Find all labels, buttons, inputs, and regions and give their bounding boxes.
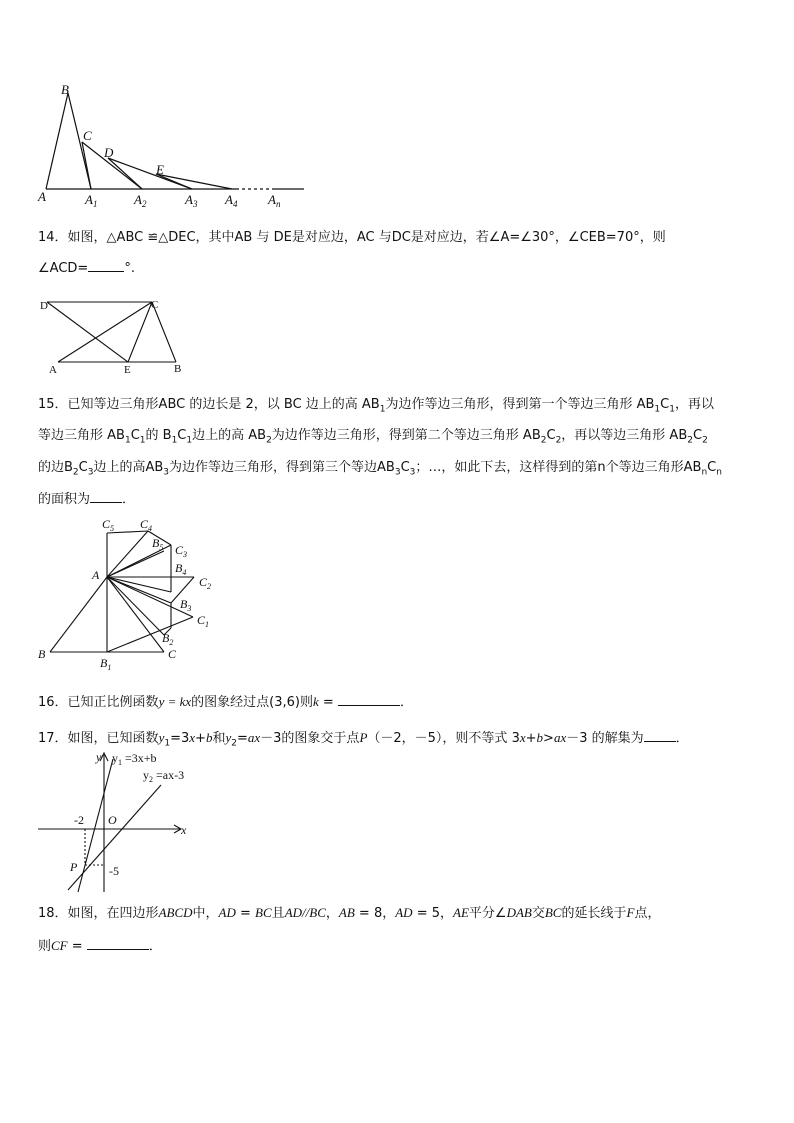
label-An: $A_n$	[268, 192, 281, 209]
label-B: B	[38, 647, 46, 661]
q15-line4: 的面积为 ．	[38, 489, 768, 509]
label-C5: $C_5$	[102, 517, 115, 533]
label-C1: $C_1$	[197, 613, 210, 629]
answer-blank-15[interactable]	[90, 489, 122, 503]
q16-line: 16．已知正比例函数y = kx的图象经过点(3,6)则k = ．	[38, 694, 413, 710]
answer-blank-16[interactable]	[338, 692, 400, 706]
q18-line2: 则CF = ．	[38, 938, 162, 954]
figure-congruent-triangles	[38, 293, 198, 378]
tick-neg2: -2	[74, 813, 84, 827]
label-D: D	[40, 300, 48, 312]
label-C4: $C_4$	[140, 517, 153, 533]
label-E: E	[156, 162, 164, 177]
answer-blank-18[interactable]	[87, 936, 149, 950]
label-B4: $B_4$	[175, 561, 187, 577]
label-B1: $B_1$	[100, 656, 112, 672]
label-A1: $A_1$	[85, 192, 98, 209]
label-B2: $B_2$	[162, 631, 174, 647]
point-P-label: P	[70, 860, 78, 874]
label-D: D	[104, 145, 114, 160]
q15-line2: 等边三角形 $AB_1C_1$的 $B_1C_1$边上的高 $AB_2$为边作等边三角形，得到第二个等边三角形 $AB_2C_2$，再以等边三角形 $AB_2C_2$	[38, 428, 708, 446]
origin-label: O	[108, 813, 117, 827]
figure-sequence-triangles	[30, 78, 320, 213]
q18-line1: 18．如图，在四边形ABCD中，AD = BC且AD//BC，AB = 8，AD = 5，AE平分∠DAB交BC的延长线于F点，	[38, 905, 661, 921]
q14-number: 14．	[38, 230, 68, 245]
q14-text: 如图，△ABC ≌△DEC，其中AB 与 DE是对应边，AC 与DC是对应边，若∠A=∠30°，∠CEB=70°，则	[67, 230, 666, 245]
tick-neg5: -5	[109, 864, 119, 878]
label-C: C	[168, 647, 177, 661]
axis-y-label: y	[96, 750, 102, 764]
figure-nested-equilateral-triangles	[30, 515, 230, 675]
q15-line3: 的边$B_2C_3$边上的高$AB_3$为边作等边三角形，得到第三个等边$AB_3C_3$；…，如此下去，这样得到的第n个等边三角形$AB_nC_n$	[38, 460, 722, 478]
line1-label: $y_1 =3x+b$	[112, 751, 157, 767]
q15-line1: 15．已知等边三角形ABC 的边长是 2，以 BC 边上的高 $AB_1$为边作等边三角形，得到第一个等边三角形 $AB_1C_1$，再以	[38, 397, 714, 415]
answer-blank-14[interactable]	[88, 258, 124, 272]
label-A4: $A_4$	[225, 192, 238, 209]
q14-line2: ∠ACD= °.	[38, 258, 768, 278]
label-C2: $C_2$	[199, 575, 212, 591]
axis-x-label: x	[181, 823, 187, 837]
label-A: A	[92, 568, 100, 582]
q14-line1	[38, 229, 768, 247]
label-A: A	[49, 364, 57, 376]
label-E: E	[124, 364, 131, 376]
label-C: C	[151, 299, 159, 311]
label-A2: $A_2$	[134, 192, 147, 209]
answer-blank-17[interactable]	[644, 728, 676, 742]
label-B5: $B_5$	[152, 536, 164, 552]
figure-linear-functions	[30, 745, 240, 897]
q17-line: 17．如图，已知函数$y_1=3x+b$和$y_2=ax-3$的图象交于点P（－2，－5），则不等式 3x+b>ax－3 的解集为 ．	[38, 730, 689, 749]
line2-label: $y_2 =ax-3$	[143, 768, 185, 784]
label-B: B	[61, 82, 69, 97]
label-B: B	[174, 363, 182, 375]
label-A: A	[38, 189, 46, 204]
label-A3: $A_3$	[185, 192, 198, 209]
label-B3: $B_3$	[180, 597, 192, 613]
label-C3: $C_3$	[175, 543, 188, 559]
label-C: C	[83, 128, 92, 143]
